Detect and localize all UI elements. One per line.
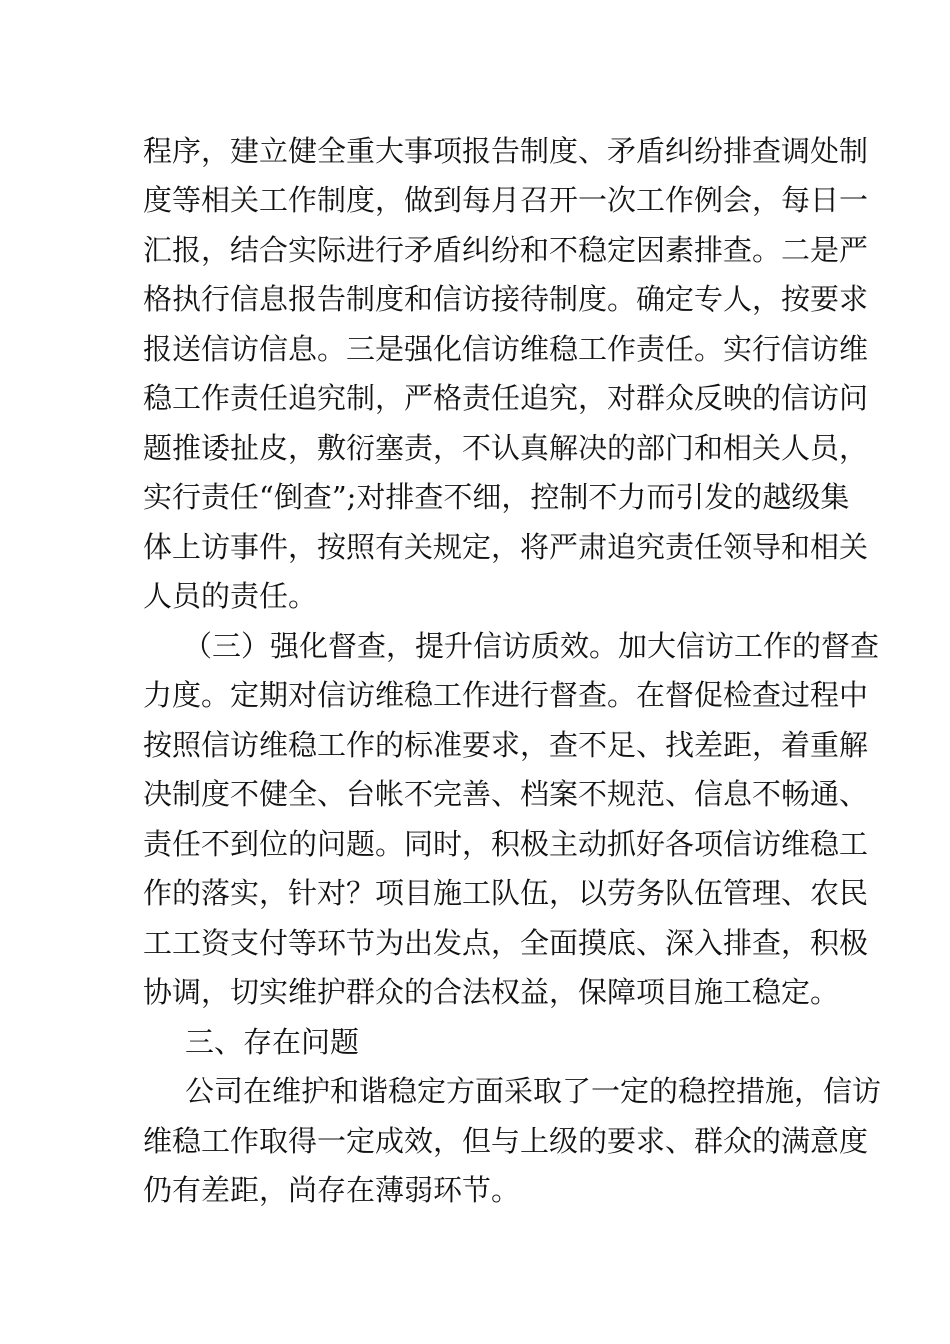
- paragraph-line: 程序，建立健全重大事项报告制度、矛盾纠纷排查调处制: [143, 134, 869, 168]
- paragraph-line: 决制度不健全、台帐不完善、档案不规范、信息不畅通、: [143, 777, 869, 811]
- paragraph-line: 报送信访信息。三是强化信访维稳工作责任。实行信访维: [143, 332, 869, 366]
- paragraph-line: 稳工作责任追究制，严格责任追究，对群众反映的信访问: [143, 381, 869, 415]
- section-heading-line: （三）强化督查，提升信访质效。加大信访工作的督查: [183, 629, 880, 663]
- paragraph-line: 力度。定期对信访维稳工作进行督查。在督促检查过程中: [143, 678, 869, 712]
- paragraph-line: 格执行信息报告制度和信访接待制度。确定专人，按要求: [143, 282, 869, 316]
- paragraph-line: 度等相关工作制度，做到每月召开一次工作例会，每日一: [143, 183, 869, 217]
- paragraph-line: 实行责任“倒查”;对排查不细，控制不力而引发的越级集: [143, 480, 850, 514]
- paragraph-line: 仍有差距，尚存在薄弱环节。: [143, 1173, 521, 1207]
- paragraph-line: 体上访事件，按照有关规定，将严肃追究责任领导和相关: [143, 530, 869, 564]
- paragraph-line: 作的落实，针对？项目施工队伍，以劳务队伍管理、农民: [143, 876, 869, 910]
- paragraph-line: 工工资支付等环节为出发点，全面摸底、深入排查，积极: [143, 926, 869, 960]
- paragraph-line: 人员的责任。: [143, 579, 318, 613]
- paragraph-line: 题推诿扯皮，敷衍塞责，不认真解决的部门和相关人员，: [143, 431, 869, 465]
- paragraph-line: 维稳工作取得一定成效，但与上级的要求、群众的满意度: [143, 1124, 869, 1158]
- paragraph-line: 责任不到位的问题。同时，积极主动抓好各项信访维稳工: [143, 827, 869, 861]
- paragraph-line: 协调，切实维护群众的合法权益，保障项目施工稳定。: [143, 975, 840, 1009]
- paragraph-line: 公司在维护和谐稳定方面采取了一定的稳控措施，信访: [185, 1074, 882, 1108]
- section-title: 三、存在问题: [185, 1025, 360, 1059]
- paragraph-line: 按照信访维稳工作的标准要求，查不足、找差距，着重解: [143, 728, 869, 762]
- paragraph-line: 汇报，结合实际进行矛盾纠纷和不稳定因素排查。二是严: [143, 233, 869, 267]
